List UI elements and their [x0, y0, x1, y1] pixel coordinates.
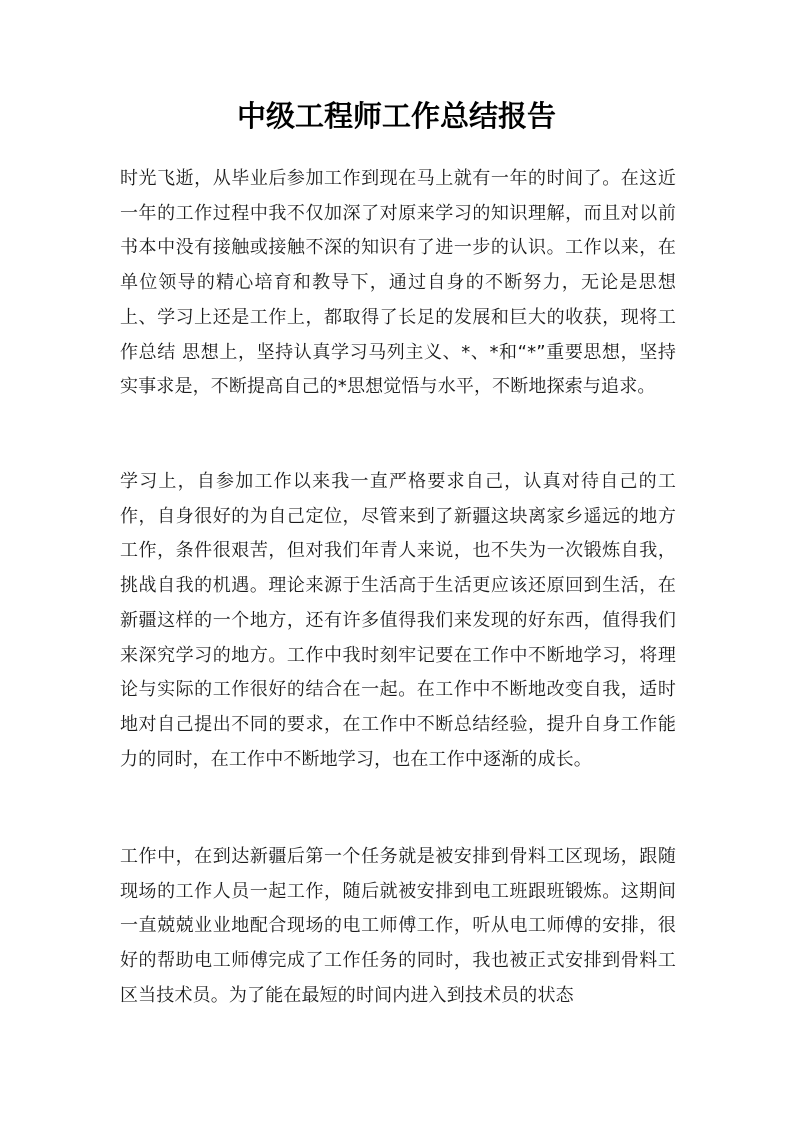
paragraph-intro: 时光飞逝，从毕业后参加工作到现在马上就有一年的时间了。在这近一年的工作过程中我不仅加深了对原来学习的知识理解，而且对以前书本中没有接触或接触不深的知识有了进一步的认识。工作以来，在单位领导的精心培育和教导下，通过自身的不断努力，无论是思想上、学习上还是工作上，都取得了长足的发展和巨大的收获，现将工作总结 思想上，坚持认真学习马列主义、*、*和“*”重要思想，坚持实事求是，不断提高自己的*思想觉悟与水平，不断地探索与追求。: [120, 168, 676, 398]
document-title: 中级工程师工作总结报告: [236, 99, 556, 133]
paragraph-work: 工作中，在到达新疆后第一个任务就是被安排到骨料工区现场，跟随现场的工作人员一起工作，随后就被安排到电工班跟班锻炼。这期间一直兢兢业业地配合现场的电工师傅工作，听从电工师傅的安排，很好的帮助电工师傅完成了工作任务的同时，我也被正式安排到骨料工区当技术员。为了能在最短的时间内进入到技术员的状态: [120, 846, 676, 1006]
paragraph-study: 学习上，自参加工作以来我一直严格要求自己，认真对待自己的工作，自身很好的为自己定位，尽管来到了新疆这块离家乡遥远的地方工作，条件很艰苦，但对我们年青人来说，也不失为一次锻炼自我，挑战自我的机遇。理论来源于生活高于生活更应该还原回到生活，在新疆这样的一个地方，还有许多值得我们来发现的好东西，值得我们来深究学习的地方。工作中我时刻牢记要在工作中不断地学习，将理论与实际的工作很好的结合在一起。在工作中不断地改变自我，适时地对自己提出不同的要求，在工作中不断总结经验，提升自身工作能力的同时，在工作中不断地学习，也在工作中逐渐的成长。: [120, 471, 676, 770]
